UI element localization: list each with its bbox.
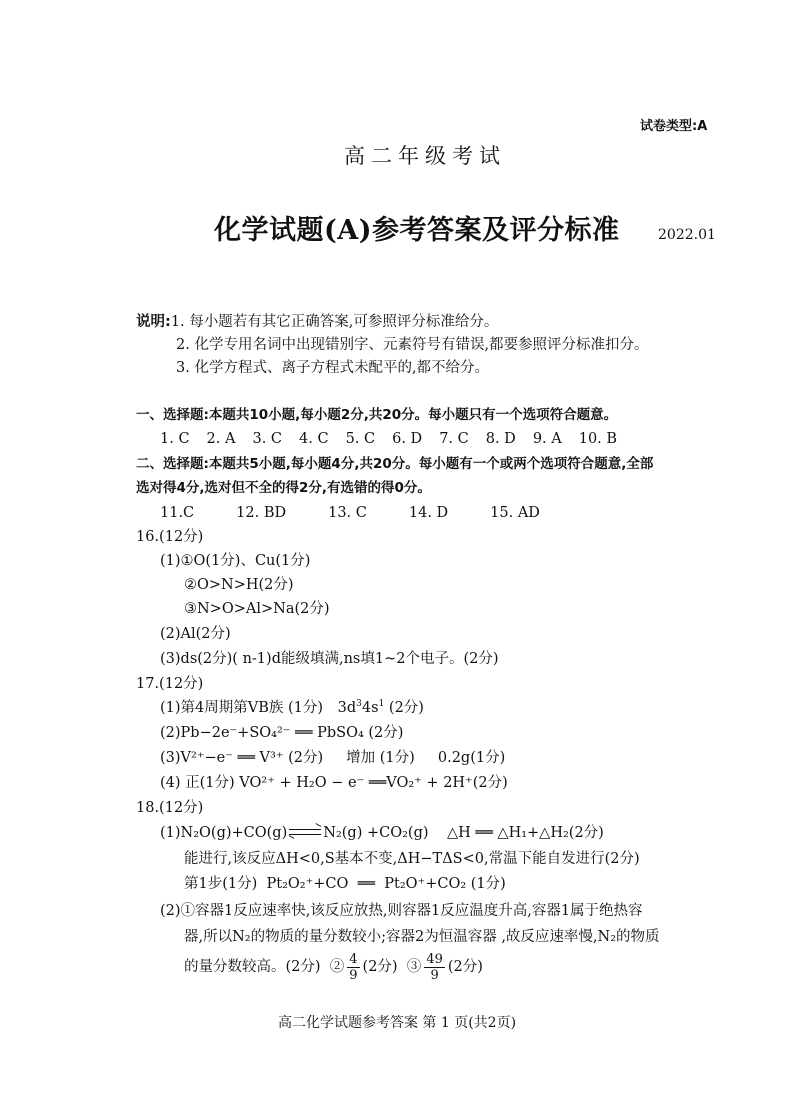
answer-item: 2. A [206,431,236,447]
answer-item: 1. C [160,431,190,447]
q17-answer-line: (3)V²⁺−e⁻ ══ V³⁺ (2分) 增加 (1分) 0.2g(1分) [160,750,506,766]
answer-item: 8. D [485,431,516,447]
page-footer: 高二化学试题参考答案 第 1 页(共2页) [277,1015,517,1031]
page-title: 化学试题(A)参考答案及评分标准 [214,215,620,246]
notes-line-1 [136,311,498,333]
answer-item: 13. C [328,505,367,521]
answer-item: 15. AD [490,505,540,521]
q16-answer-line: ③N>O>Al>Na(2分) [184,601,330,617]
section2-heading-line1: 二、选择题:本题共5小题,每小题4分,共20分。每小题有一个或两个选项符合题意,全部 [136,456,654,472]
q16-answer-line: (1)①O(1分)、Cu(1分) [160,553,311,569]
answer-item: 9. A [532,431,562,447]
reaction-reactants: (1)N₂O(g)+CO(g) [160,825,288,841]
paper-type-label: 试卷类型:A [640,119,708,134]
note-item: 1. 每小题若有其它正确答案,可参照评分标准给分。 [170,314,499,330]
q16-title: 16.(12分) [136,529,204,545]
notes-label: 说明: [136,314,171,330]
section2-heading-line2: 选对得4分,选对但不全的得2分,有选错的得0分。 [136,480,431,496]
q18-answer-line: 第1步(1分) Pt₂O₂⁺+CO ══ Pt₂O⁺+CO₂ (1分) [184,876,506,892]
answer-item: 14. D [408,505,449,521]
answer-item: 6. D [392,431,423,447]
answer-item: 4. C [299,431,329,447]
q17-part1: (1)第4周期第VB族 (1分) [160,700,324,716]
answer-item: 7. C [439,431,469,447]
q17-title: 17.(12分) [136,676,204,692]
q17-answer-line: (4) 正(1分) VO²⁺ + H₂O − e⁻ ══VO₂⁺ + 2H⁺(2分) [160,775,508,791]
note-item: 3. 化学方程式、离子方程式未配平的,都不给分。 [176,360,490,376]
fraction: $\frac{49}{9}$ [426,951,443,983]
q17-part1-score: (2分) [388,700,424,716]
fraction: $\frac{4}{9}$ [349,951,358,983]
answer-item: 5. C [345,431,376,447]
grade-heading: 高二年级考试 [344,144,506,168]
q16-answer-line: ②O>N>H(2分) [184,577,294,593]
answer-item: 10. B [578,431,618,447]
reaction-products: N₂(g) +CO₂(g) △H ══ △H₁+△H₂(2分) [323,825,604,841]
answer-item: 11.C [160,505,195,521]
answer-item: 12. BD [236,505,287,521]
answer-item: 3. C [252,431,283,447]
q18-answer-line: 器,所以N₂的物质的量分数较小;容器2为恒温容器 ,故反应速率慢,N₂的物质 [184,929,660,945]
section2-answers [160,502,540,524]
electron-configuration: $3d^34s^1$ [337,699,385,716]
q18-answer-line: 能进行,该反应ΔH<0,S基本不变,ΔH−TΔS<0,常温下能自发进行(2分) [184,851,640,867]
q18-title: 18.(12分) [136,800,204,816]
equilibrium-arrow-icon [289,828,321,838]
q17-answer-line: (2)Pb−2e⁻+SO₄²⁻ ══ PbSO₄ (2分) [160,725,404,741]
q17-answer-line [160,697,424,719]
note-item: 2. 化学专用名词中出现错别字、元素符号有错误,都要参照评分标准扣分。 [176,337,649,353]
q18-answer-line: (2)①容器1反应速率快,该反应放热,则容器1反应温度升高,容器1属于绝热容 [160,903,643,919]
q18-answer-line [160,822,604,844]
q16-answer-line: (3)ds(2分)( n-1)d能级填满,ns填1~2个电子。(2分) [160,651,499,667]
section1-heading: 一、选择题:本题共10小题,每小题2分,共20分。每小题只有一个选项符合题意。 [136,407,618,423]
exam-date: 2022.01 [658,227,716,243]
q16-answer-line: (2)Al(2分) [160,626,231,642]
section1-answers [160,428,617,450]
q18-answer-line: 的量分数较高。(2分) ② $\frac{4}{9}$ (2分) ③ $\frac{49}{9}$ (2分) [184,951,483,983]
